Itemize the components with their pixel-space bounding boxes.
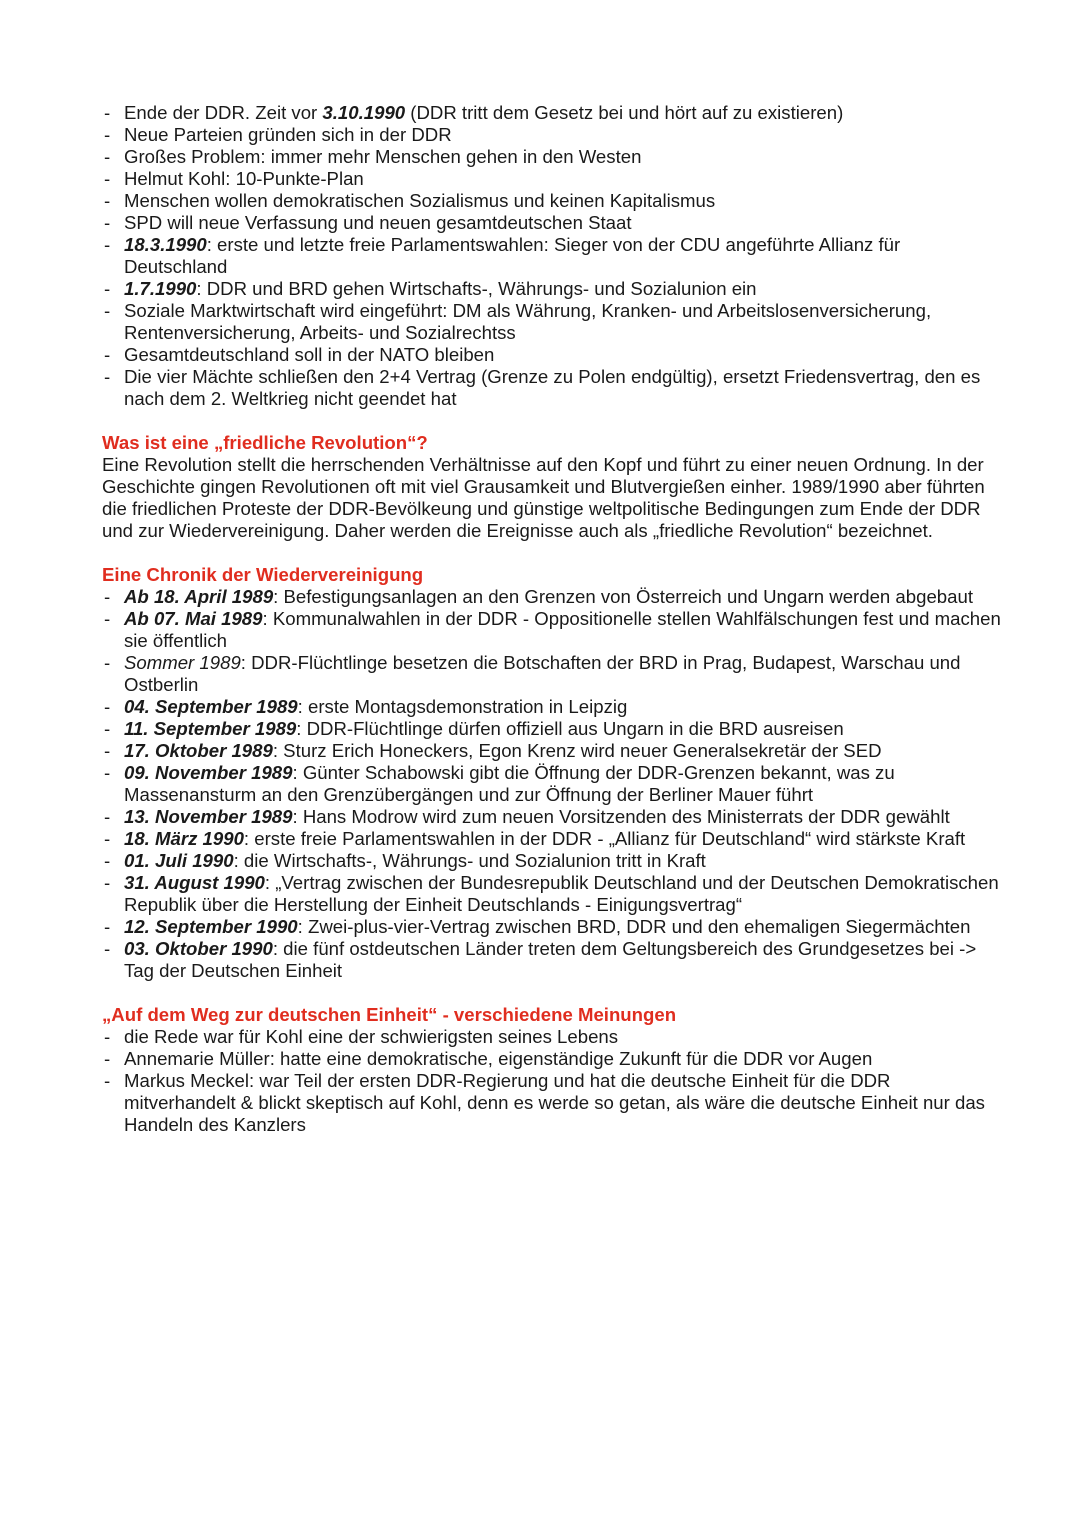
chronik-list bbox=[102, 586, 1002, 982]
list-item bbox=[102, 828, 1002, 850]
item-date: Sommer 1989 bbox=[124, 652, 241, 673]
list-item bbox=[102, 608, 1002, 652]
list-item bbox=[102, 916, 1002, 938]
item-text: : DDR-Flüchtlinge dürfen offiziell aus Ungarn in die BRD ausreisen bbox=[296, 718, 844, 739]
item-text: Markus Meckel: war Teil der ersten DDR-Regierung und hat die deutsche Einheit für die DDR mitverhandelt & blickt skeptisch auf Kohl, denn es werde so getan, als wäre die deutsche Einheit nur das Handeln des Kanzlers bbox=[124, 1070, 985, 1135]
item-date: 04. September 1989 bbox=[124, 696, 298, 717]
item-text: : erste Montagsdemonstration in Leipzig bbox=[297, 696, 628, 717]
list-item bbox=[102, 124, 1002, 146]
list-item bbox=[102, 696, 1002, 718]
section-heading-revolution: Was ist eine „friedliche Revolution“? bbox=[102, 432, 428, 453]
document-page bbox=[102, 102, 1002, 1136]
item-text: : „Vertrag zwischen der Bundesrepublik Deutschland und der Deutschen Demokratischen Republik über die Herstellung der Einheit Deutschlands - Einigungsvertrag“ bbox=[124, 872, 999, 915]
paragraph-revolution: Eine Revolution stellt die herrschenden Verhältnisse auf den Kopf und führt zu einer neuen Ordnung. In der Geschichte gingen Revolutionen oft mit viel Grausamkeit und Blutvergießen einher. 1989/1990 aber führten die friedlichen Proteste der DDR-Bevölkeung und günstige weltpolitische Bedingungen zum Ende der DDR und zur Wiedervereinigung. Daher werden die Ereignisse auch als „friedliche Revolution“ bezeichnet. bbox=[102, 454, 985, 541]
list-item bbox=[102, 806, 1002, 828]
item-text: : Hans Modrow wird zum neuen Vorsitzenden des Ministerrats der DDR gewählt bbox=[292, 806, 950, 827]
list-item bbox=[102, 1026, 1002, 1048]
list-item bbox=[102, 652, 1002, 696]
list-item bbox=[102, 168, 1002, 190]
item-text: (DDR tritt dem Gesetz bei und hört auf zu existieren) bbox=[405, 102, 844, 123]
section-heading-meinungen: „Auf dem Weg zur deutschen Einheit“ - verschiedene Meinungen bbox=[102, 1004, 677, 1025]
list-item bbox=[102, 850, 1002, 872]
item-text: : erste und letzte freie Parlamentswahlen: Sieger von der CDU angeführte Allianz für Deutschland bbox=[124, 234, 901, 277]
item-text: die Rede war für Kohl eine der schwierigsten seines Lebens bbox=[124, 1026, 619, 1047]
item-date: Ab 18. April 1989 bbox=[124, 586, 274, 607]
list-item bbox=[102, 740, 1002, 762]
ddr-end-list bbox=[102, 102, 1002, 410]
list-item bbox=[102, 872, 1002, 916]
item-text: Soziale Marktwirtschaft wird eingeführt: DM als Währung, Kranken- und Arbeitslosenversicherung, Rentenversicherung, Arbeits- und Sozialrechtss bbox=[124, 300, 932, 343]
item-date: 1.7.1990 bbox=[124, 278, 197, 299]
item-text: Großes Problem: immer mehr Menschen gehen in den Westen bbox=[124, 146, 642, 167]
item-text: : die fünf ostdeutschen Länder treten dem Geltungsbereich des Grundgesetzes bei -> Tag der Deutschen Einheit bbox=[124, 938, 977, 981]
item-text: : Sturz Erich Honeckers, Egon Krenz wird neuer Generalsekretär der SED bbox=[272, 740, 882, 761]
item-text: : die Wirtschafts-, Währungs- und Sozialunion tritt in Kraft bbox=[233, 850, 706, 871]
list-item bbox=[102, 344, 1002, 366]
spacer bbox=[102, 410, 1002, 432]
list-item bbox=[102, 718, 1002, 740]
item-date: 17. Oktober 1989 bbox=[124, 740, 273, 761]
item-date: 12. September 1990 bbox=[124, 916, 298, 937]
item-text: Gesamtdeutschland soll in der NATO bleiben bbox=[124, 344, 495, 365]
item-text: : Günter Schabowski gibt die Öffnung der DDR-Grenzen bekannt, was zu Massenansturm an den Grenzübergängen und zur Öffnung der Berliner Mauer führt bbox=[124, 762, 895, 805]
item-text: : Befestigungsanlagen an den Grenzen von Österreich und Ungarn werden abgebaut bbox=[273, 586, 973, 607]
list-item bbox=[102, 762, 1002, 806]
list-item bbox=[102, 146, 1002, 168]
item-text: Die vier Mächte schließen den 2+4 Vertrag (Grenze zu Polen endgültig), ersetzt Friedensvertrag, den es nach dem 2. Weltkrieg nicht geendet hat bbox=[124, 366, 981, 409]
item-text: Menschen wollen demokratischen Sozialismus und keinen Kapitalismus bbox=[124, 190, 716, 211]
item-date: 18.3.1990 bbox=[124, 234, 207, 255]
item-date: 31. August 1990 bbox=[124, 872, 265, 893]
item-text: Helmut Kohl: 10-Punkte-Plan bbox=[124, 168, 364, 189]
list-item bbox=[102, 938, 1002, 982]
list-item bbox=[102, 586, 1002, 608]
item-text: : erste freie Parlamentswahlen in der DDR - „Allianz für Deutschland“ wird stärkste Kraft bbox=[243, 828, 966, 849]
list-item bbox=[102, 234, 1002, 278]
list-item bbox=[102, 1048, 1002, 1070]
item-date: 09. November 1989 bbox=[124, 762, 293, 783]
list-item bbox=[102, 190, 1002, 212]
item-date: 01. Juli 1990 bbox=[124, 850, 234, 871]
item-text: Neue Parteien gründen sich in der DDR bbox=[124, 124, 452, 145]
item-text: Annemarie Müller: hatte eine demokratische, eigenständige Zukunft für die DDR vor Augen bbox=[124, 1048, 873, 1069]
item-text: : DDR-Flüchtlinge besetzen die Botschaften der BRD in Prag, Budapest, Warschau und Ostberlin bbox=[124, 652, 961, 695]
item-date: 11. September 1989 bbox=[124, 718, 297, 739]
item-text: : Zwei-plus-vier-Vertrag zwischen BRD, DDR und den ehemaligen Siegermächten bbox=[297, 916, 971, 937]
list-item bbox=[102, 102, 1002, 124]
list-item bbox=[102, 212, 1002, 234]
spacer bbox=[102, 982, 1002, 1004]
list-item bbox=[102, 300, 1002, 344]
item-date: 03. Oktober 1990 bbox=[124, 938, 273, 959]
item-date: Ab 07. Mai 1989 bbox=[124, 608, 263, 629]
section-heading-chronik: Eine Chronik der Wiedervereinigung bbox=[102, 564, 424, 585]
item-text: Ende der DDR. Zeit vor bbox=[124, 102, 323, 123]
list-item bbox=[102, 1070, 1002, 1136]
item-text: : Kommunalwahlen in der DDR - Oppositionelle stellen Wahlfälschungen fest und machen sie öffentlich bbox=[124, 608, 1001, 651]
list-item bbox=[102, 278, 1002, 300]
list-item bbox=[102, 366, 1002, 410]
item-text: : DDR und BRD gehen Wirtschafts-, Währungs- und Sozialunion ein bbox=[196, 278, 757, 299]
item-date: 18. März 1990 bbox=[124, 828, 244, 849]
spacer bbox=[102, 542, 1002, 564]
item-date: 13. November 1989 bbox=[124, 806, 293, 827]
meinungen-list bbox=[102, 1026, 1002, 1136]
item-date: 3.10.1990 bbox=[322, 102, 406, 123]
item-text: SPD will neue Verfassung und neuen gesamtdeutschen Staat bbox=[124, 212, 632, 233]
